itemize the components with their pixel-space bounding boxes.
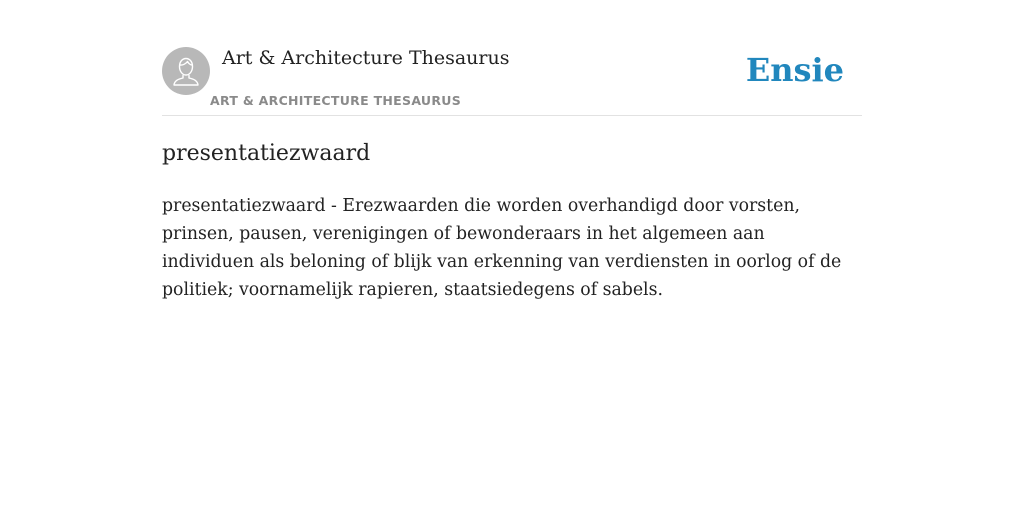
term-title: presentatiezwaard <box>162 141 371 166</box>
ensie-logo[interactable]: Ensie <box>745 51 844 89</box>
header-divider <box>162 115 862 116</box>
user-silhouette-icon <box>162 47 210 95</box>
term-definition: presentatiezwaard - Erezwaarden die worden overhandigd door vorsten, prinsen, pausen, verenigingen of bewonderaars in het algemeen aan individuen als beloning of blijk van erkenning van verdiensten in oorlog of de politiek; voornamelijk rapieren, staatsiedegens of sabels. <box>162 196 842 300</box>
source-subtitle[interactable]: ART & ARCHITECTURE THESAURUS <box>210 93 462 108</box>
avatar[interactable] <box>162 47 210 95</box>
page-header <box>162 46 862 116</box>
source-title[interactable]: Art & Architecture Thesaurus <box>222 47 510 69</box>
